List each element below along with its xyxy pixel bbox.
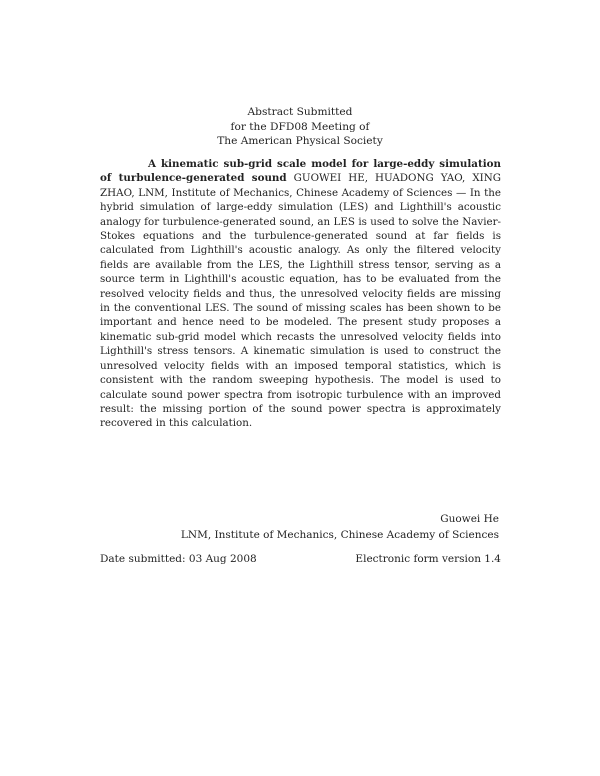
submission-header [0, 105, 600, 149]
abstract-affiliation: LNM, Institute of Mechanics, Chinese Academy of Sciences [138, 186, 453, 199]
signature-name: Guowei He [440, 513, 499, 525]
form-version: Electronic form version 1.4 [355, 553, 501, 565]
header-line-meeting: for the DFD08 Meeting of [230, 120, 370, 133]
abstract-paragraph [100, 157, 501, 431]
header-line-abstract-submitted: Abstract Submitted [247, 106, 353, 118]
abstract-title: A kinematic sub-grid scale model for large-eddy simulation of turbulence-generated sound [100, 158, 501, 185]
signature-affiliation: LNM, Institute of Mechanics, Chinese Academy of Sciences [180, 528, 499, 541]
date-submitted: Date submitted: 03 Aug 2008 [100, 553, 257, 565]
abstract-block [100, 157, 501, 431]
abstract-body: In the hybrid simulation of large-eddy simulation (LES) and Lighthill's acoustic analogy for turbulence-generated sound, an LES is used to solve the Navier-Stokes equations and the turbulence-generated sound at far fields is calculated from Lighthill's acoustic analogy. As only the filtered velocity fields are available from the LES, the Lighthill stress tensor, serving as a source term in Lighthill's acoustic equation, has to be evaluated from the resolved velocity fields and thus, the unresolved velocity fields are missing in the conventional LES. The sound of missing scales has been shown to be important and hence need to be modeled. The present study proposes a kinematic sub-grid model which recasts the unresolved velocity fields into Lighthill's stress tensors. A kinematic simulation is used to construct the unresolved velocity fields with an imposed temporal statistics, which is consistent with the random sweeping hypothesis. The model is used to calculate sound power spectra from isotropic turbulence with an improved result: the missing portion of the sound power spectra is approximately recovered in this calculation. [100, 186, 502, 430]
abstract-separator: — [452, 186, 470, 199]
header-line-society: The American Physical Society [217, 135, 383, 147]
signature-block [181, 512, 499, 543]
abstract-authors: GUOWEI HE, HUADONG YAO, XING ZHAO, [100, 172, 501, 199]
